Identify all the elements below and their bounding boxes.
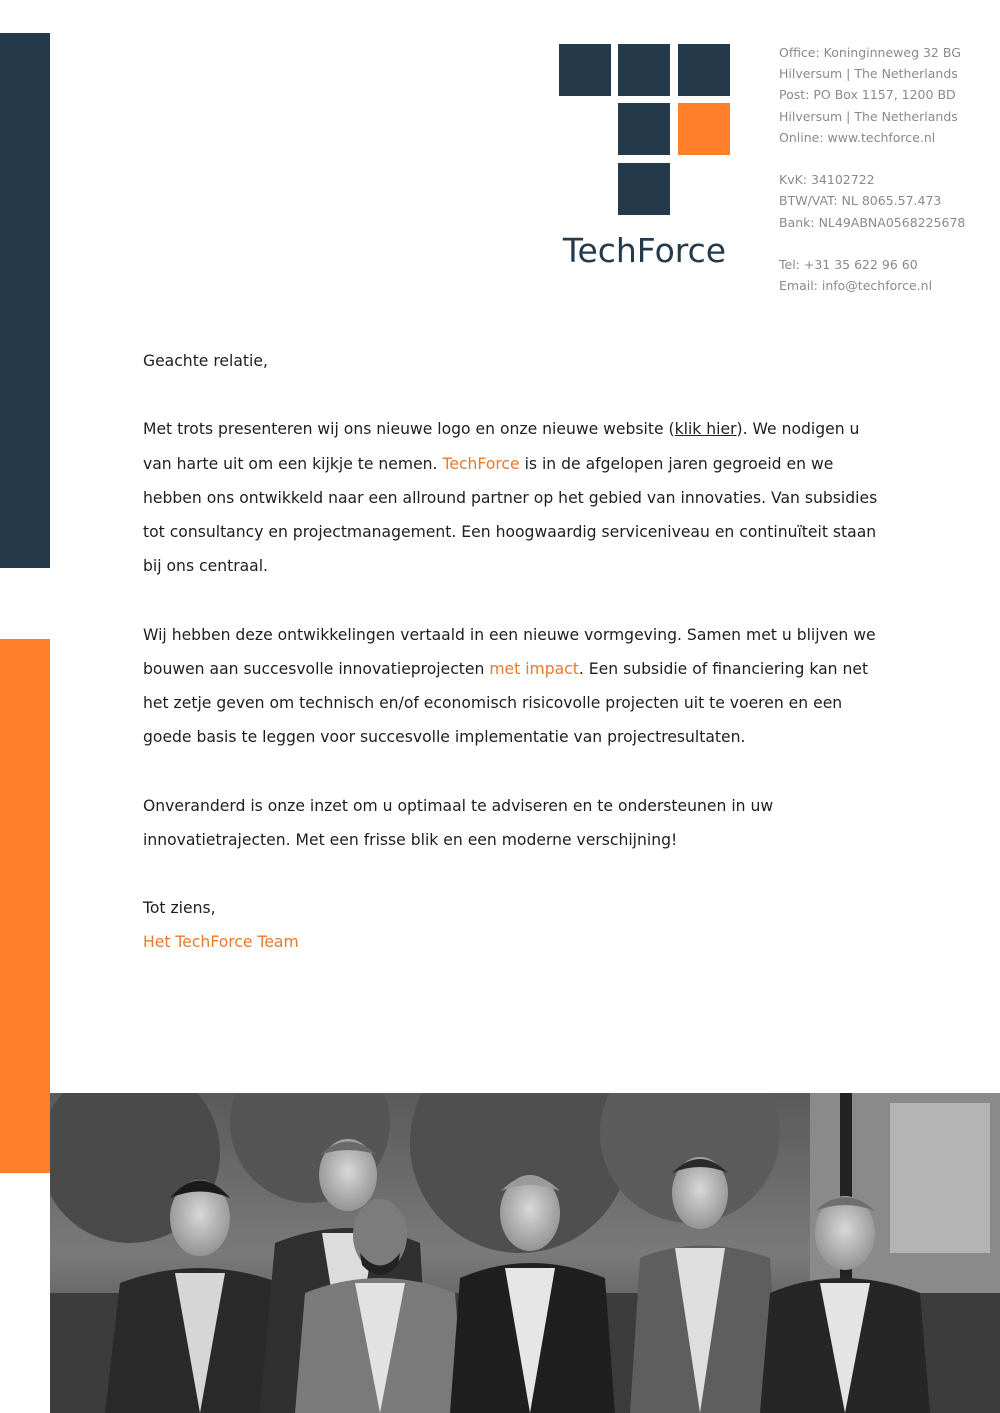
vat-number: BTW/VAT: NL 8065.57.473	[779, 193, 942, 209]
website: Online: www.techforce.nl	[779, 129, 936, 145]
orange-side-bar	[0, 639, 50, 1173]
telephone: Tel: +31 35 622 96 60	[779, 257, 918, 272]
signature: Het TechForce Team	[143, 933, 299, 952]
team-photo	[50, 1093, 1000, 1413]
office-address-line2: Hilversum | The Netherlands	[779, 66, 958, 82]
contact-block	[779, 42, 994, 296]
website-link[interactable]: klik hier	[674, 420, 737, 439]
letter-body	[143, 344, 888, 960]
closing: Tot ziens,	[143, 899, 216, 918]
techforce-logo-mark	[559, 44, 730, 215]
post-address-line1: Post: PO Box 1157, 1200 BD	[779, 87, 956, 103]
salutation: Geachte relatie,	[143, 352, 268, 370]
email: Email: info@techforce.nl	[779, 278, 933, 294]
paragraph-3: Onveranderd is onze inzet om u optimaal te adviseren en te ondersteunen in uw innovatietrajecten. Met een frisse blik en een moderne verschijning!	[143, 796, 774, 849]
logo-wordmark: TechForce	[562, 231, 727, 270]
post-address-line2: Hilversum | The Netherlands	[779, 108, 958, 124]
impact-highlight: met impact	[489, 659, 579, 678]
office-address-line1: Office: Koninginneweg 32 BG	[779, 45, 961, 60]
navy-side-bar	[0, 33, 50, 568]
paragraph-1: Met trots presenteren wij ons nieuwe logo en onze nieuwe website (klik hier). We nodigen u van harte uit om een kijkje te nemen. TechForce is in de afgelopen jaren gegroeid en we hebben ons ontwikkeld naar een allround partner op het gebied van innovaties. Van subsidies tot consultancy en projectmanagement. Een hoogwaardig serviceniveau en continuïteit staan bij ons centraal.	[143, 420, 878, 576]
bank-number: Bank: NL49ABNA0568225678	[779, 214, 966, 230]
paragraph-2: Wij hebben deze ontwikkelingen vertaald in een nieuwe vormgeving. Samen met u blijven we bouwen aan succesvolle innovatieprojecten met impact. Een subsidie of financiering kan net het zetje geven om technisch en/of economisch risicovolle projecten uit te voeren en een goede basis te leggen voor succesvolle implementatie van projectresultaten.	[143, 625, 876, 747]
kvk-number: KvK: 34102722	[779, 172, 875, 188]
brand-highlight: TechForce	[442, 454, 520, 473]
